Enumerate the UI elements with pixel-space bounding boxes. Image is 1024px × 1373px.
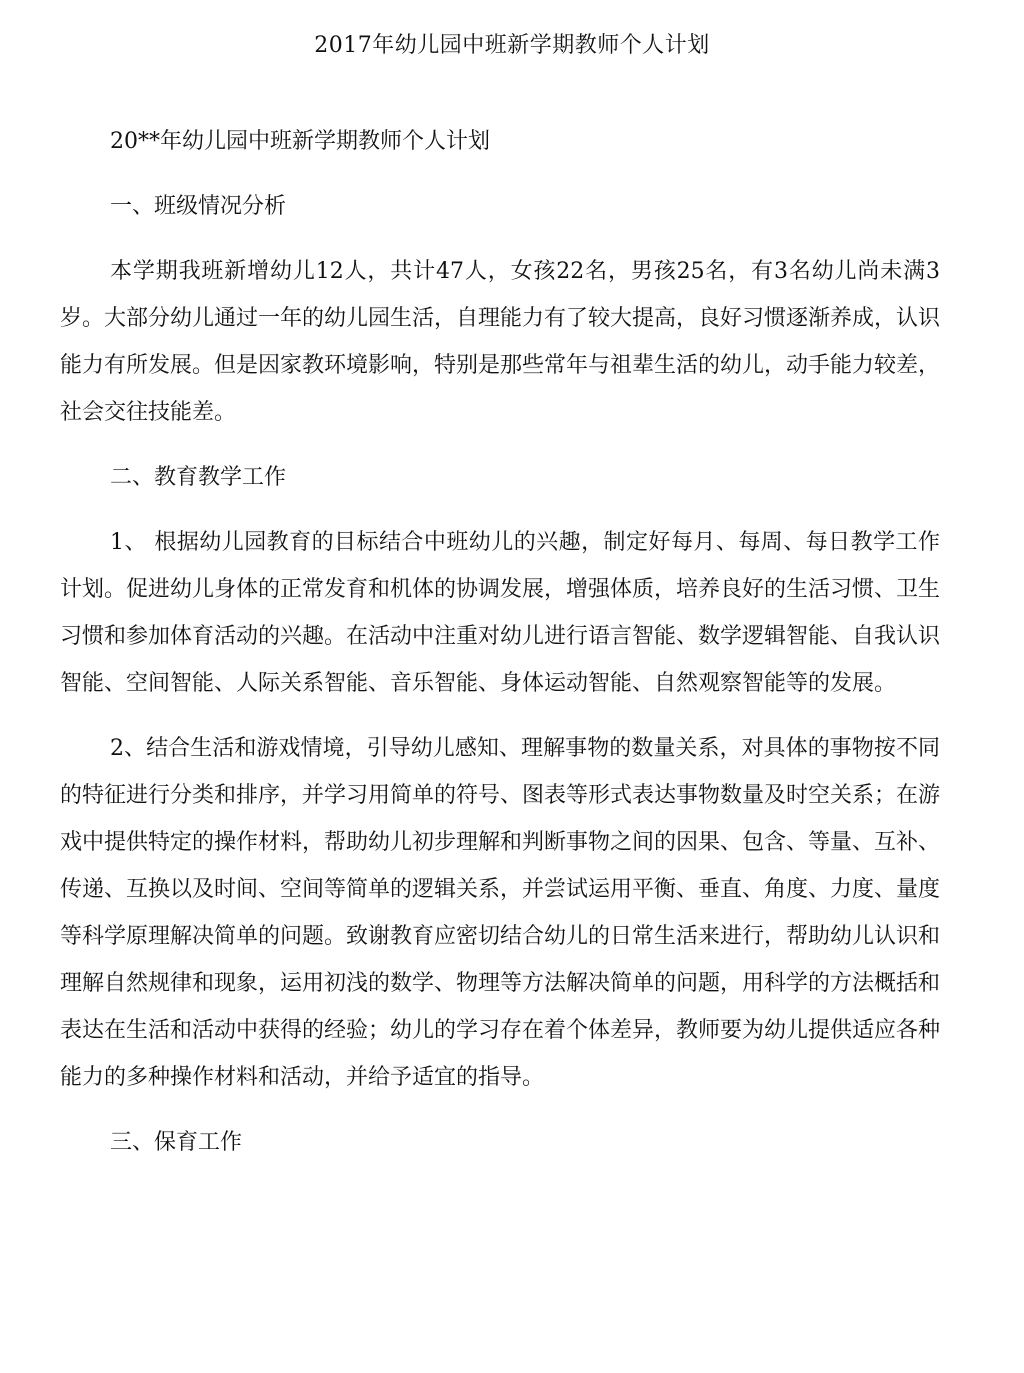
- section2-heading: 二、教育教学工作: [110, 465, 287, 490]
- section1-heading: 一、班级情况分析: [110, 194, 287, 219]
- document-subtitle: 20**年幼儿园中班新学期教师个人计划: [110, 129, 490, 154]
- document-body: [60, 118, 940, 1184]
- document-title: 2017年幼儿园中班新学期教师个人计划: [314, 33, 710, 58]
- section3-heading: 三、保育工作: [110, 1130, 243, 1155]
- section2-item-1: 1、 根据幼儿园教育的目标结合中班幼儿的兴趣，制定好每月、每周、每日教学工作计划。促进幼儿身体的正常发育和机体的协调发展，增强体质，培养良好的生活习惯、卫生习惯和参加体育活动的兴趣。在活动中注重对幼儿进行语言智能、数学逻辑智能、自我认识智能、空间智能、人际关系智能、音乐智能、身体运动智能、自然观察智能等的发展。: [60, 530, 941, 696]
- section2-item-2: 2、结合生活和游戏情境，引导幼儿感知、理解事物的数量关系，对具体的事物按不同的特征进行分类和排序，并学习用简单的符号、图表等形式表达事物数量及时空关系；在游戏中提供特定的操作材料，帮助幼儿初步理解和判断事物之间的因果、包含、等量、互补、传递、互换以及时间、空间等简单的逻辑关系，并尝试运用平衡、垂直、角度、力度、量度等科学原理解决简单的问题。致谢教育应密切结合幼儿的日常生活来进行，帮助幼儿认识和理解自然规律和现象，运用初浅的数学、物理等方法解决简单的问题，用科学的方法概括和表达在生活和活动中获得的经验；幼儿的学习存在着个体差异，教师要为幼儿提供适应各种能力的多种操作材料和活动，并给予适宜的指导。: [60, 736, 941, 1090]
- section1-paragraph: 本学期我班新增幼儿12人，共计47人，女孩22名，男孩25名，有3名幼儿尚未满3岁。大部分幼儿通过一年的幼儿园生活，自理能力有了较大提高，良好习惯逐渐养成，认识能力有所发展。但是因家教环境影响，特别是那些常年与祖辈生活的幼儿，动手能力较差，社会交往技能差。: [60, 259, 941, 425]
